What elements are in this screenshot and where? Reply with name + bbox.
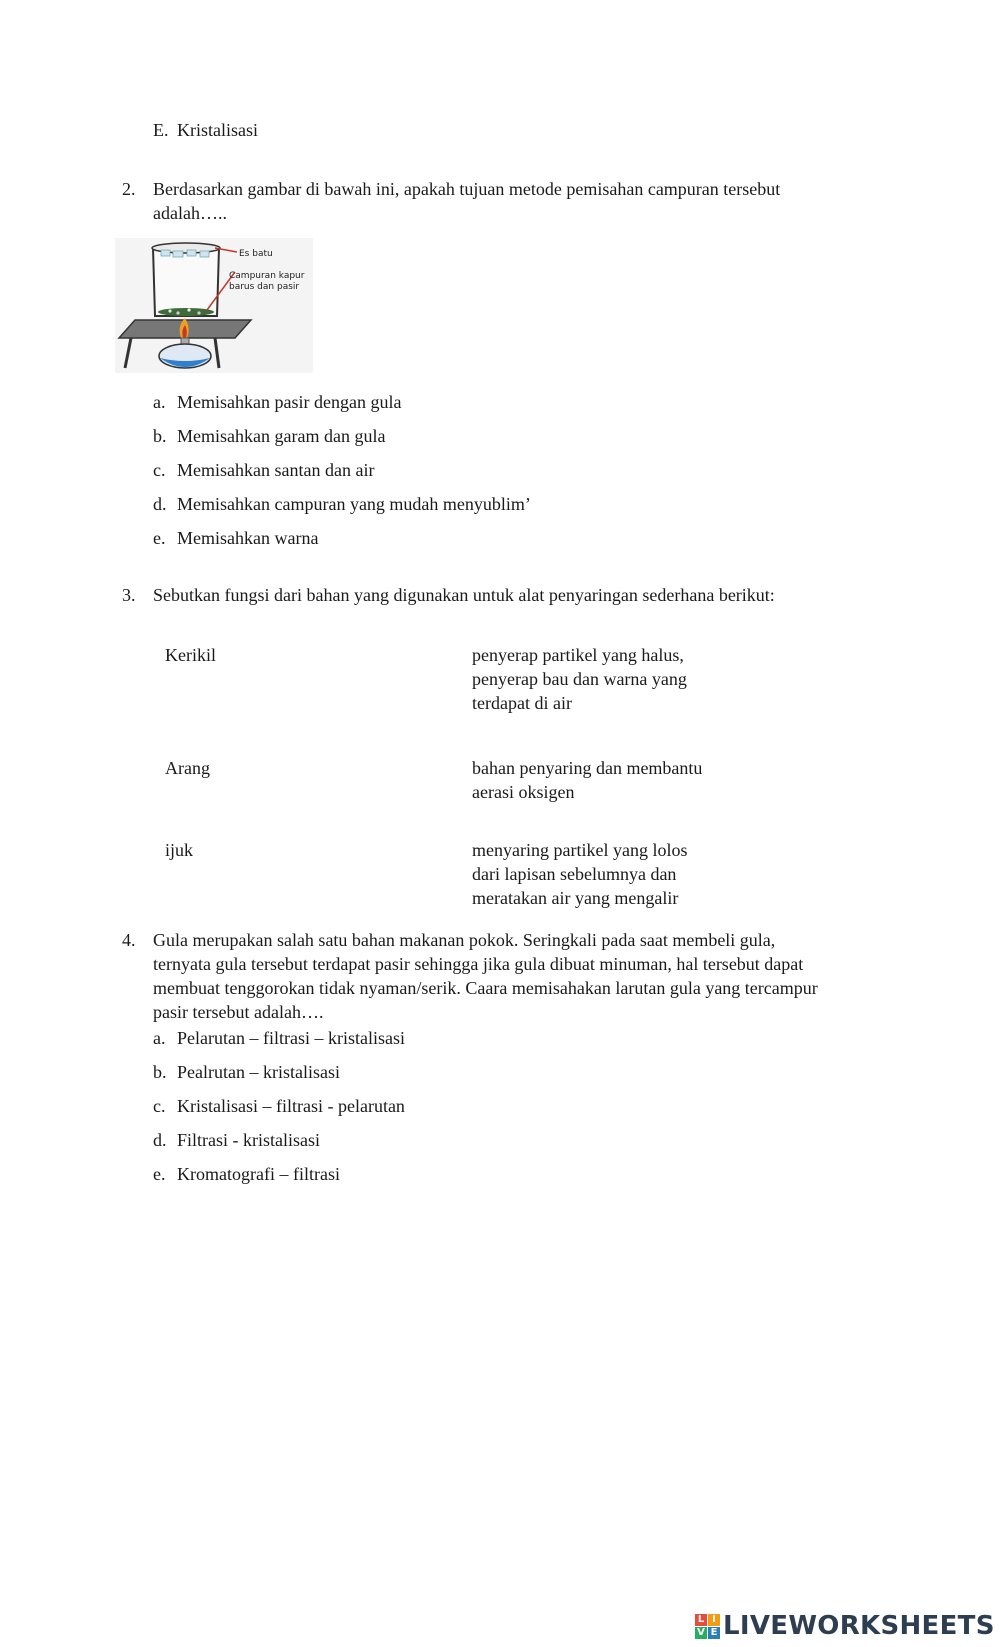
q1-option-e-label: E. [153,120,169,140]
q3-answer-1[interactable]: penyerap partikel yang halus, penyerap bau dan warna yang terdapat di air [472,645,687,713]
q4-question-line3: membuat tenggorokan tidak nyaman/serik. Caara memisahakan larutan gula yang tercampur [153,978,818,998]
figure-label-ice: Es batu [239,249,273,259]
q3-answer-3[interactable]: menyaring partikel yang lolos dari lapisan sebelumnya dan meratakan air yang mengalir [472,840,688,908]
q4-option-b-label: b. [153,1062,167,1082]
sublimation-apparatus-figure [115,238,313,373]
q2-option-b-label: b. [153,426,167,446]
q2-option-e-text: Memisahkan warna [177,528,319,548]
logo-wordmark: LIVEWORKSHEETS [723,1611,995,1641]
q2-option-e-label: e. [153,528,166,548]
logo-tile-i: I [708,1614,720,1626]
q2-option-c-label: c. [153,460,166,480]
q3-question-text: Sebutkan fungsi dari bahan yang digunakan untuk alat penyaringan sederhana berikut: [153,585,775,605]
q4-option-c-label: c. [153,1096,166,1116]
q4-option-d-text: Filtrasi - kristalisasi [177,1130,320,1150]
q2-question-line2: adalah….. [153,203,227,223]
q2-option-d-label: d. [153,494,167,514]
logo-tile-e: E [708,1627,720,1639]
q4-option-e-text: Kromatografi – filtrasi [177,1164,340,1184]
q2-option-d-text: Memisahkan campuran yang mudah menyublim’ [177,494,531,514]
q2-option-b-text: Memisahkan garam dan gula [177,426,386,446]
q2-number: 2. [122,179,136,199]
q4-option-a-label: a. [153,1028,166,1048]
liveworksheets-logo [695,1612,995,1640]
q4-question-line1: Gula merupakan salah satu bahan makanan pokok. Seringkali pada saat membeli gula, [153,930,776,950]
q2-question-line1: Berdasarkan gambar di bawah ini, apakah tujuan metode pemisahan campuran tersebut [153,179,781,199]
q4-question-line2: ternyata gula tersebut terdapat pasir sehingga jika gula dibuat minuman, hal tersebut dapat [153,954,804,974]
q1-option-e-text: Kristalisasi [177,120,258,140]
logo-tiles-icon [695,1614,720,1639]
q3-answer-2[interactable]: bahan penyaring dan membantu aerasi oksigen [472,758,703,802]
q2-option-a-text: Memisahkan pasir dengan gula [177,392,402,412]
q2-option-a-label: a. [153,392,166,412]
q4-option-b-text: Pealrutan – kristalisasi [177,1062,340,1082]
figure-label-mix-2: barus dan pasir [229,282,300,292]
q4-option-e-label: e. [153,1164,166,1184]
logo-tile-v: V [695,1627,707,1639]
q4-option-a-text: Pelarutan – filtrasi – kristalisasi [177,1028,405,1048]
logo-tile-l: L [695,1614,707,1626]
q4-question-line4: pasir tersebut adalah…. [153,1002,324,1022]
q3-item-kerikil[interactable]: Kerikil [165,645,216,665]
q3-item-ijuk[interactable]: ijuk [165,840,194,860]
q4-number: 4. [122,930,136,950]
q4-option-d-label: d. [153,1130,167,1150]
figure-label-mix-1: Campuran kapur [229,271,305,281]
q3-item-arang[interactable]: Arang [165,758,210,778]
q2-option-c-text: Memisahkan santan dan air [177,460,375,480]
q3-number: 3. [122,585,136,605]
q4-option-c-text: Kristalisasi – filtrasi - pelarutan [177,1096,405,1116]
